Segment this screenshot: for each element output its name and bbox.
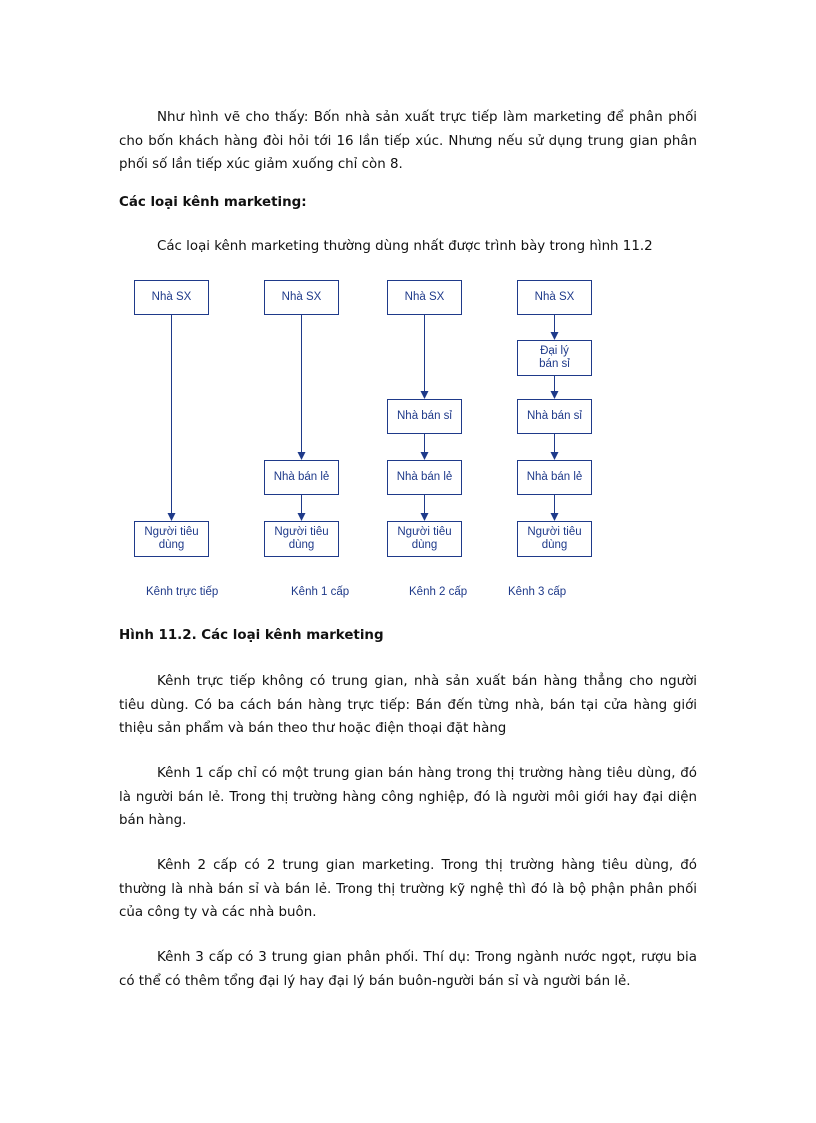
box-nha-ban-le: Nhà bán lẻ — [517, 460, 592, 495]
figure-caption: Hình 11.2. Các loại kênh marketing — [119, 628, 384, 643]
intro-paragraph — [119, 106, 697, 177]
text-line: cho bốn khách hàng đòi hỏi tới 16 lần tiếp xúc. Nhưng nếu sử dụng trung gian phân — [119, 133, 697, 149]
text-line: Như hình vẽ cho thấy: Bốn nhà sản xuất trực tiếp làm marketing để phân phối — [157, 110, 697, 125]
box-nha-sx: Nhà SX — [387, 280, 462, 315]
channel-label-level-3: Kênh 3 cấp — [508, 586, 567, 598]
channel-label-level-2: Kênh 2 cấp — [409, 586, 468, 598]
section-heading: Các loại kênh marketing: — [119, 195, 307, 210]
box-nha-ban-si: Nhà bán sỉ — [387, 399, 462, 434]
text-line: của công ty và các nhà buôn. — [119, 905, 317, 920]
text-line: Các loại kênh marketing thường dùng nhất được trình bày trong hình 11.2 — [157, 239, 653, 254]
paragraph-level-2-channel — [119, 854, 697, 925]
box-nguoi-tieu-dung: Người tiêu dùng — [517, 521, 592, 557]
text-line: bán hàng. — [119, 813, 187, 828]
text-line: thiệu sản phẩm và bán theo thư hoặc điện thoại đặt hàng — [119, 721, 507, 736]
section-intro — [119, 235, 697, 259]
text-line: có thể có thêm tổng đại lý hay đại lý bán buôn-người bán sỉ và người bán lẻ. — [119, 973, 631, 989]
marketing-channels-diagram — [119, 272, 609, 608]
box-nguoi-tieu-dung: Người tiêu dùng — [264, 521, 339, 557]
box-nha-sx: Nhà SX — [264, 280, 339, 315]
diagram-arrows — [119, 272, 609, 608]
box-nha-sx: Nhà SX — [134, 280, 209, 315]
text-line: Kênh trực tiếp không có trung gian, nhà sản xuất bán hàng thẳng cho người — [157, 674, 697, 689]
text-line: Kênh 3 cấp có 3 trung gian phân phối. Thí dụ: Trong ngành nước ngọt, rượu bia — [157, 950, 697, 965]
channel-label-direct: Kênh trực tiếp — [146, 586, 219, 598]
box-nguoi-tieu-dung: Người tiêu dùng — [387, 521, 462, 557]
paragraph-level-3-channel — [119, 946, 697, 993]
text-line: Kênh 1 cấp chỉ có một trung gian bán hàng trong thị trường hàng tiêu dùng, đó — [157, 766, 697, 781]
text-line: tiêu dùng. Có ba cách bán hàng trực tiếp: Bán đến từng nhà, bán tại cửa hàng giới — [119, 697, 697, 713]
text-line: phối số lần tiếp xúc giảm xuống chỉ còn 8. — [119, 157, 403, 172]
text-line: là người bán lẻ. Trong thị trường hàng công nghiệp, đó là người môi giới hay đại diện — [119, 789, 697, 805]
paragraph-direct-channel — [119, 670, 697, 741]
box-nha-sx: Nhà SX — [517, 280, 592, 315]
box-nha-ban-si: Nhà bán sỉ — [517, 399, 592, 434]
box-nha-ban-le: Nhà bán lẻ — [264, 460, 339, 495]
text-line: thường là nhà bán sỉ và bán lẻ. Trong thị trường kỹ nghệ thì đó là bộ phận phân phối — [119, 881, 697, 897]
box-nha-ban-le: Nhà bán lẻ — [387, 460, 462, 495]
channel-label-level-1: Kênh 1 cấp — [291, 586, 350, 598]
text-line: Kênh 2 cấp có 2 trung gian marketing. Trong thị trường hàng tiêu dùng, đó — [157, 858, 697, 873]
box-nguoi-tieu-dung: Người tiêu dùng — [134, 521, 209, 557]
box-dai-ly-ban-si: Đại lý bán sỉ — [517, 340, 592, 376]
paragraph-level-1-channel — [119, 762, 697, 833]
